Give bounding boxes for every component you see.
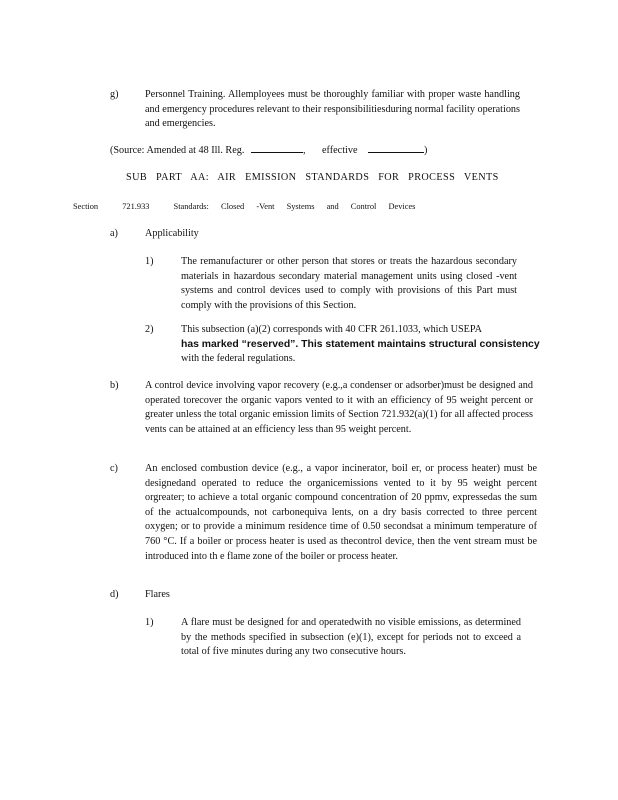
paragraph-a2: [181, 323, 540, 366]
source-comma: ,: [302, 145, 306, 156]
paragraph-d1: A flare must be designed for and operatedwith no visible emissions, as determined by the methods specified in subsection (e)(1), except for periods not to exceed a total of five minutes during any two consecutive hours.: [181, 617, 521, 658]
paragraph-c: An enclosed combustion device (e.g., a vapor incinerator, boil er, or process heater) must be designedand operated to reduce the organicemissions vented to it by 95 weight percent orgreater; to achieve a total organic compound concentration of 20 ppmv, expressedas the sum of the actualcompounds, not carbonequiva lents, on a dry basis corrected to three percent oxygen; or to provide a minimum residence time of 0.50 secondsat a minimum temperature of 760 °C. If a boiler or process heater is used as thecontrol device, then the vent stream must be introduced into th e flame zone of the boiler or process heater.: [145, 463, 537, 562]
item-label-g: g): [110, 89, 119, 100]
item-label-b: b): [110, 380, 119, 391]
paragraph-a2-amended-line: has marked “reserved”. This statement maintains structural consistency: [181, 338, 540, 350]
source-close: ): [424, 145, 428, 156]
paragraph-a1: The remanufacturer or other person that stores or treats the hazardous secondary materials in hazardous secondary material management units using closed -vent systems and control devices used to comply with provisions of this Part must comply with the provisions of this Section.: [181, 256, 517, 311]
section-label: Section: [73, 202, 99, 211]
heading-applicability: Applicability: [145, 228, 199, 239]
source-prefix: (Source: Amended at 48 Ill. Reg.: [110, 145, 245, 156]
section-number: 721.933: [122, 202, 150, 211]
item-label-c: c): [110, 463, 118, 474]
source-blank-effective: [368, 143, 424, 153]
section-title: Standards: Closed -Vent Systems and Control Devices: [173, 202, 416, 211]
source-blank-reg: [251, 143, 303, 153]
item-label-d1: 1): [145, 617, 154, 628]
section-heading: [73, 200, 415, 215]
item-label-d: d): [110, 589, 119, 600]
item-label-a2: 2): [145, 324, 154, 335]
source-line: [110, 143, 427, 159]
heading-flares: Flares: [145, 589, 170, 600]
subpart-heading: SUB PART AA: AIR EMISSION STANDARDS FOR PROCESS VENTS: [126, 172, 499, 183]
paragraph-a2-line3: with the federal regulations.: [181, 352, 296, 364]
item-label-a: a): [110, 228, 118, 239]
paragraph-g: Personnel Training. Allemployees must be thoroughly familiar with proper waste handling and emergency procedures relevant to their responsibilitiesduring normal facility operations and emergencies.: [145, 89, 520, 130]
paragraph-b: A control device involving vapor recovery (e.g.,a condenser or adsorber)must be designed and operated torecover the organic vapors vented to it with an efficiency of 95 weight percent or greater unless the total organic emission limits of Section 721.932(a)(1) for all affected process vents can be attained at an efficiency less than 95 weight percent.: [145, 380, 533, 435]
paragraph-a2-line1: This subsection (a)(2) corresponds with 40 CFR 261.1033, which USEPA: [181, 324, 482, 335]
item-label-a1: 1): [145, 256, 154, 267]
source-effective: effective: [322, 145, 358, 156]
